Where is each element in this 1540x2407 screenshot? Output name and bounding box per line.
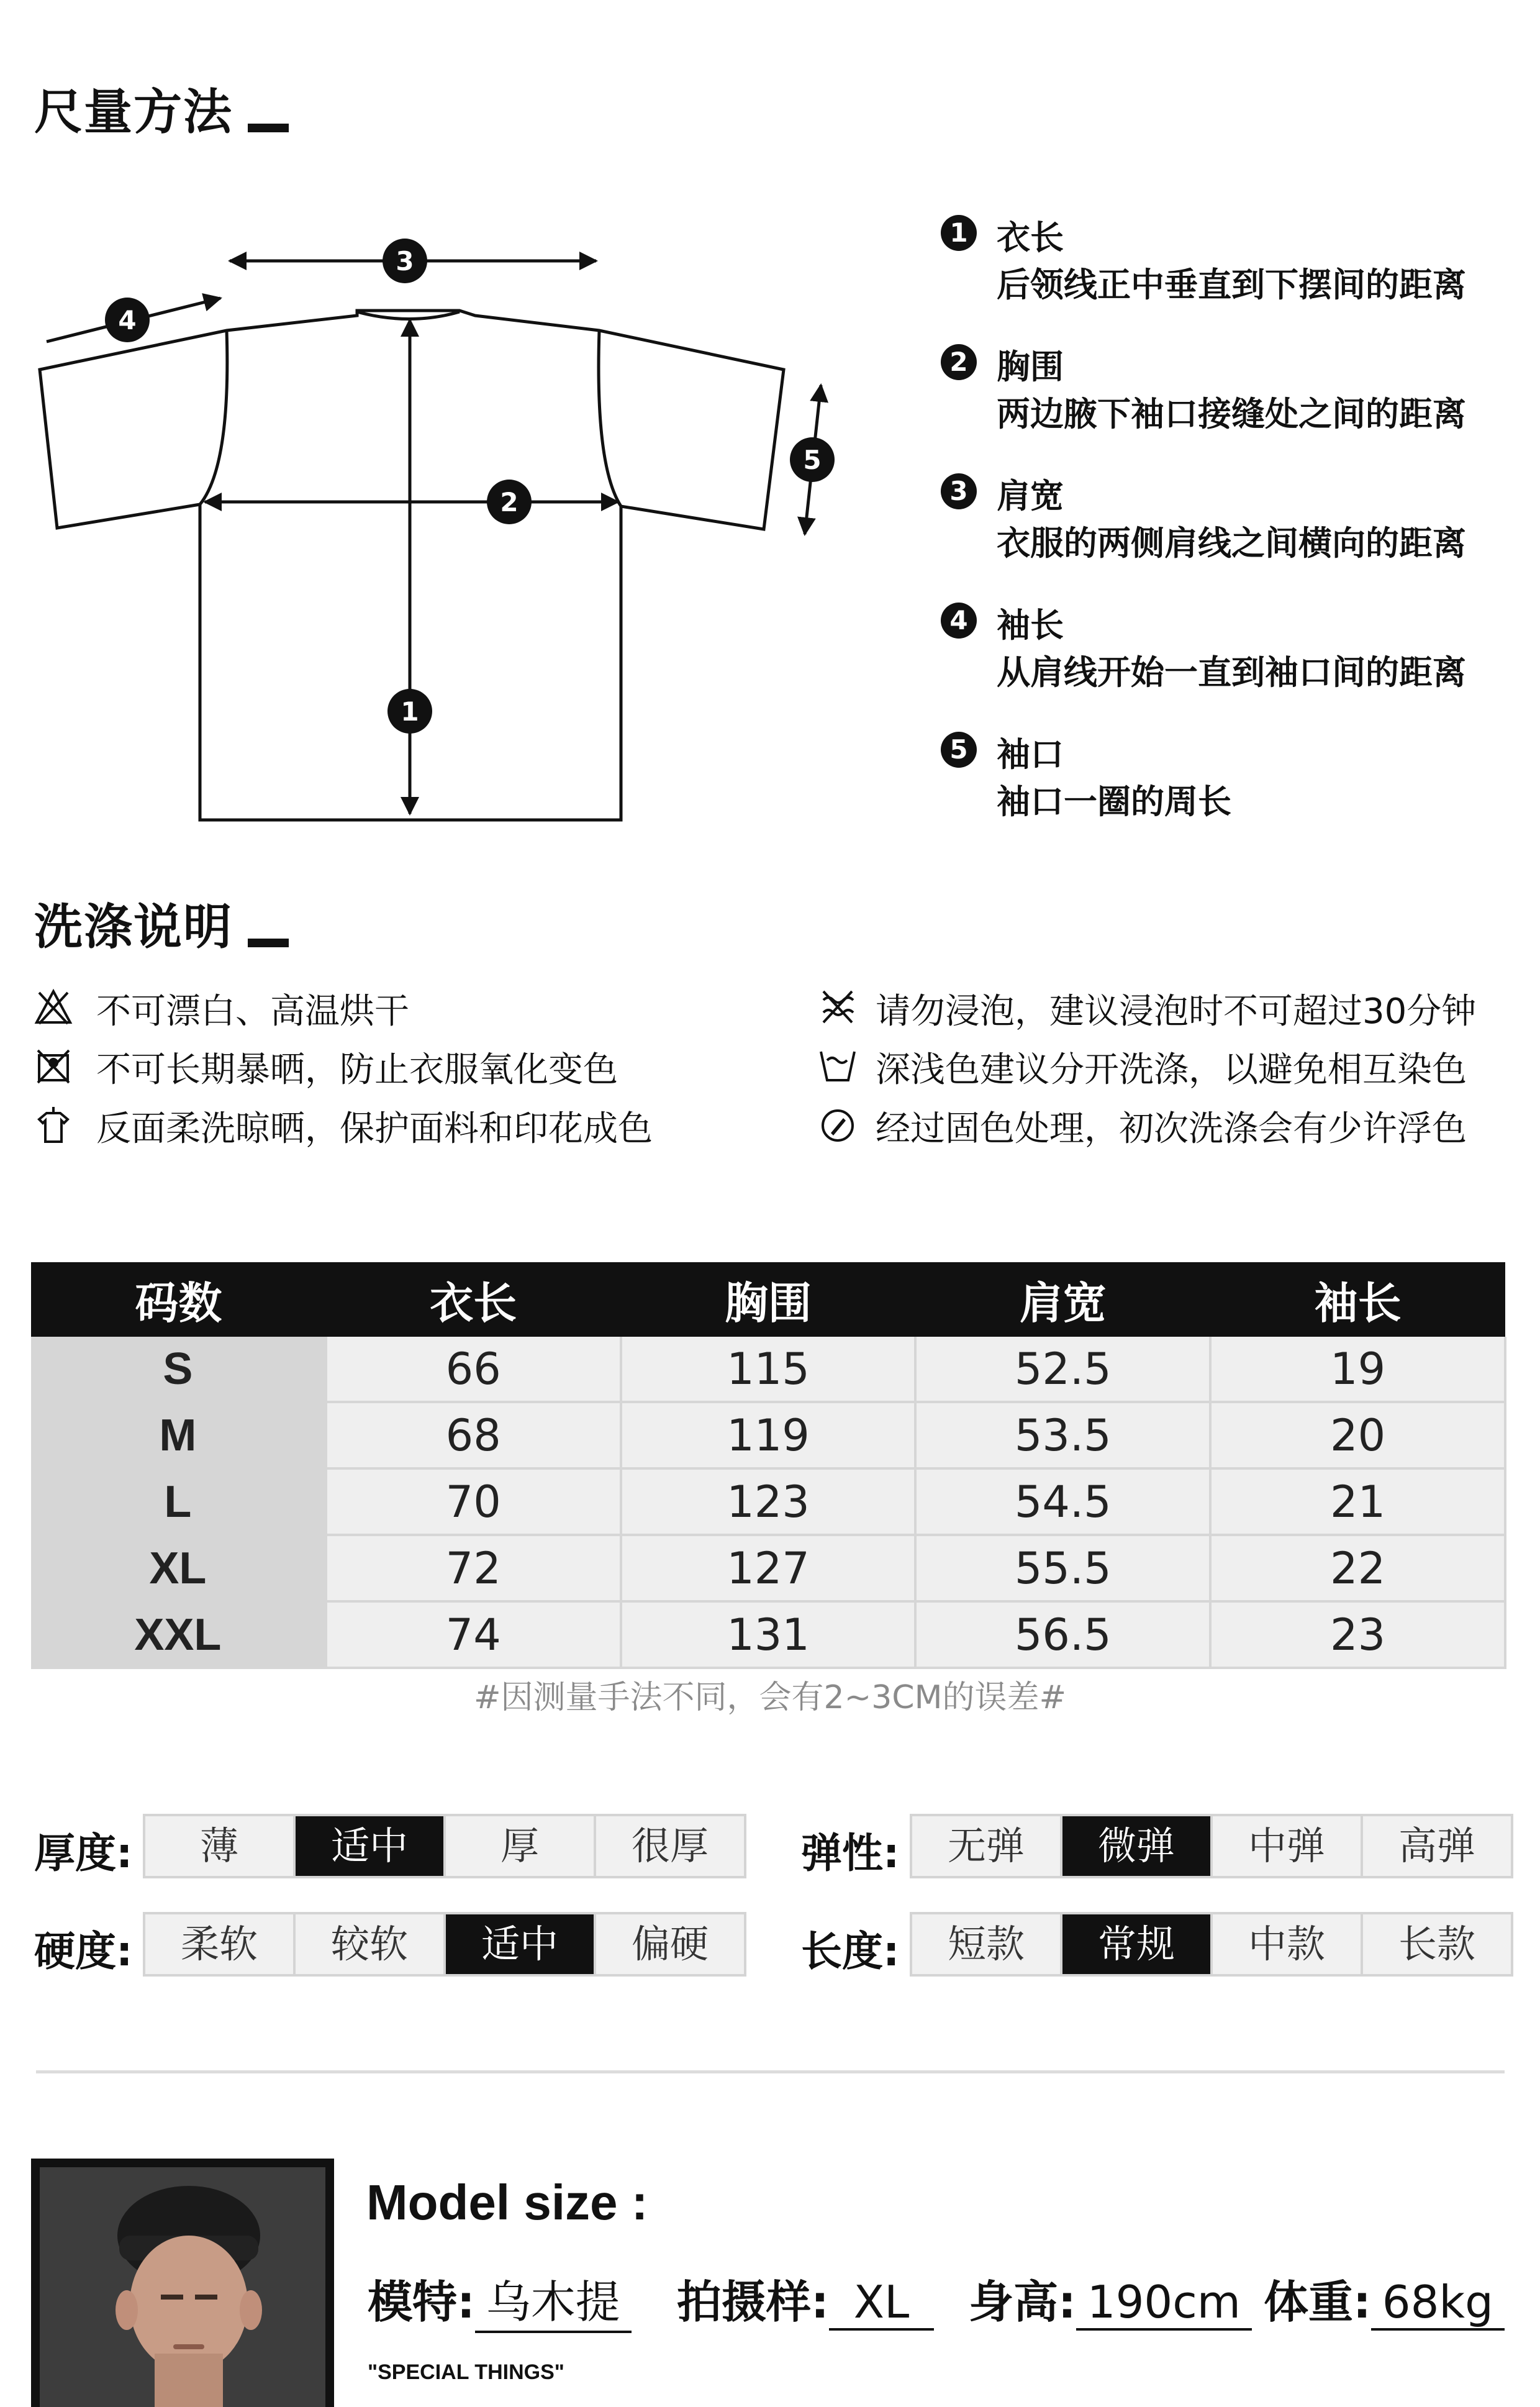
table-cell: 21 — [1210, 1468, 1505, 1535]
table-cell: 115 — [621, 1337, 916, 1402]
model-name-value: 乌木提 — [475, 2266, 632, 2333]
size-cell: XXL — [31, 1601, 326, 1668]
model-size-title: Model size : — [366, 2175, 648, 2230]
title-bar — [248, 124, 289, 132]
tshirt-diagram — [0, 199, 869, 832]
measurement-note: #因测量手法不同，会有2~3CM的误差# — [473, 1679, 1067, 1716]
table-cell: 74 — [326, 1601, 621, 1668]
legend-item-shoulder — [941, 470, 1518, 599]
model-sample-label: 拍摄样: — [677, 2276, 829, 2328]
wash-text: 不可长期暴晒，防止衣服氧化变色 — [96, 1050, 618, 1090]
table-header-row — [31, 1262, 1505, 1337]
header-chest: 胸围 — [621, 1262, 916, 1337]
number-badge: 2 — [941, 344, 977, 380]
legend-item-sleeve — [941, 599, 1518, 728]
wash-text: 请勿浸泡，建议浸泡时不可超过30分钟 — [876, 991, 1477, 1032]
legend-name: 衣长 — [997, 218, 1064, 257]
size-cell: L — [31, 1468, 326, 1535]
wash-text: 经过固色处理，初次洗涤会有少许浮色 — [876, 1109, 1467, 1149]
hardness-option: 较软 — [296, 1914, 446, 1974]
length-option: 长款 — [1398, 1921, 1475, 1967]
legend-item-length — [941, 211, 1518, 340]
table-cell: 55.5 — [915, 1535, 1210, 1601]
table-cell: 56.5 — [915, 1601, 1210, 1668]
table-row — [31, 1402, 1505, 1468]
table-row — [31, 1601, 1505, 1668]
legend-name: 胸围 — [997, 347, 1064, 386]
table-cell: 54.5 — [915, 1468, 1210, 1535]
length-label: 长度: — [801, 1927, 900, 1975]
model-name-label: 模特: — [368, 2276, 475, 2328]
wash-text: 反面柔洗晾晒，保护面料和印花成色 — [96, 1109, 653, 1149]
svg-text:2: 2 — [500, 487, 519, 517]
number-badge: 1 — [941, 215, 977, 251]
thickness-option: 薄 — [145, 1816, 296, 1876]
thickness-option-selected: 适中 — [296, 1816, 446, 1876]
header-size: 码数 — [31, 1262, 326, 1337]
legend-desc: 从肩线开始一直到袖口间的距离 — [997, 653, 1466, 692]
legend-name: 袖口 — [997, 735, 1064, 774]
length-option-selected: 常规 — [1062, 1914, 1213, 1974]
no-soak-icon — [818, 988, 857, 1026]
hardness-label: 硬度: — [34, 1927, 133, 1975]
hang-dry-icon — [34, 1106, 73, 1144]
table-cell: 127 — [621, 1535, 916, 1601]
model-photo-frame — [40, 2167, 325, 2407]
legend-desc: 两边腋下袖口接缝处之间的距离 — [997, 394, 1466, 434]
table-cell: 123 — [621, 1468, 916, 1535]
elasticity-option: 高弹 — [1398, 1823, 1475, 1868]
thickness-option: 厚 — [446, 1816, 596, 1876]
number-badge: 5 — [941, 732, 977, 768]
legend-name: 肩宽 — [997, 476, 1064, 516]
svg-text:4: 4 — [118, 305, 137, 335]
thickness-scale — [143, 1814, 746, 1878]
length-option: 中款 — [1213, 1914, 1363, 1974]
table-cell: 22 — [1210, 1535, 1505, 1601]
header-shoulder: 肩宽 — [915, 1262, 1210, 1337]
size-cell: S — [31, 1337, 326, 1402]
measure-title: 尺量方法 — [34, 73, 289, 143]
table-row — [31, 1535, 1505, 1601]
svg-text:1: 1 — [401, 696, 419, 727]
table-cell: 119 — [621, 1402, 916, 1468]
elasticity-option-selected: 微弹 — [1062, 1816, 1213, 1876]
model-photo — [31, 2159, 334, 2407]
elasticity-option: 中弹 — [1213, 1816, 1363, 1876]
table-cell: 131 — [621, 1601, 916, 1668]
table-cell: 23 — [1210, 1601, 1505, 1668]
title-bar — [248, 939, 289, 947]
hardness-option-selected: 适中 — [446, 1914, 596, 1974]
table-cell: 19 — [1210, 1337, 1505, 1402]
no-bleach-icon — [34, 988, 73, 1026]
elasticity-scale — [910, 1814, 1513, 1878]
svg-text:5: 5 — [803, 445, 822, 475]
wash-tub-icon — [818, 1047, 857, 1085]
elasticity-option: 无弹 — [912, 1816, 1062, 1876]
model-weight-field — [1264, 2266, 1505, 2331]
size-cell: XL — [31, 1535, 326, 1601]
color-fix-icon — [818, 1106, 857, 1144]
size-cell: M — [31, 1402, 326, 1468]
hardness-scale — [143, 1912, 746, 1977]
length-option: 短款 — [912, 1914, 1062, 1974]
wash-title: 洗涤说明 — [34, 888, 289, 958]
model-weight-label: 体重: — [1264, 2276, 1371, 2328]
wash-text: 深浅色建议分开洗涤，以避免相互染色 — [876, 1050, 1467, 1090]
model-height-value: 190cm — [1076, 2276, 1252, 2331]
hardness-option: 柔软 — [145, 1914, 296, 1974]
table-cell: 66 — [326, 1337, 621, 1402]
model-name-field — [368, 2266, 632, 2333]
table-cell: 20 — [1210, 1402, 1505, 1468]
model-height-field — [969, 2266, 1252, 2331]
number-badge: 3 — [941, 473, 977, 509]
tagline: "SPECIAL THINGS" — [368, 2360, 564, 2384]
legend-item-cuff — [941, 728, 1518, 857]
legend-desc: 后领线正中垂直到下摆间的距离 — [997, 265, 1466, 304]
length-scale — [910, 1912, 1513, 1977]
legend-desc: 袖口一圈的周长 — [997, 782, 1231, 821]
model-silhouette — [40, 2167, 325, 2407]
legend-name: 袖长 — [997, 606, 1064, 645]
model-weight-value: 68kg — [1371, 2276, 1505, 2331]
header-length: 衣长 — [326, 1262, 621, 1337]
table-row — [31, 1468, 1505, 1535]
size-table — [31, 1262, 1506, 1669]
no-sun-icon — [34, 1047, 73, 1085]
legend-item-chest — [941, 340, 1518, 470]
tshirt-outline — [40, 311, 784, 820]
table-cell: 72 — [326, 1535, 621, 1601]
svg-text:3: 3 — [396, 246, 414, 276]
measure-legend — [941, 211, 1518, 857]
table-cell: 68 — [326, 1402, 621, 1468]
model-sample-field — [677, 2266, 934, 2331]
divider — [36, 2070, 1505, 2073]
header-sleeve: 袖长 — [1210, 1262, 1505, 1337]
hardness-option: 偏硬 — [631, 1921, 709, 1967]
thickness-option: 很厚 — [631, 1823, 709, 1868]
model-sample-value: XL — [829, 2276, 934, 2331]
wash-text: 不可漂白、高温烘干 — [96, 991, 409, 1032]
thickness-label: 厚度: — [34, 1829, 133, 1877]
table-cell: 70 — [326, 1468, 621, 1535]
number-badge: 4 — [941, 603, 977, 639]
model-height-label: 身高: — [969, 2276, 1076, 2328]
legend-desc: 衣服的两侧肩线之间横向的距离 — [997, 524, 1466, 563]
table-cell: 52.5 — [915, 1337, 1210, 1402]
table-cell: 53.5 — [915, 1402, 1210, 1468]
table-row — [31, 1337, 1505, 1402]
elasticity-label: 弹性: — [801, 1829, 900, 1877]
